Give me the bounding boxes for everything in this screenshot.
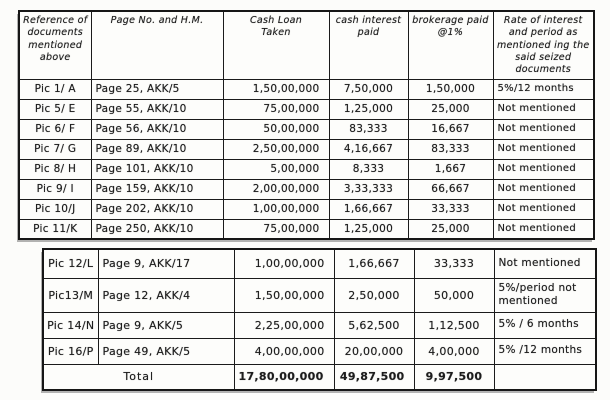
cell: Not mentioned (493, 159, 594, 179)
cell: 1,50,000 (408, 79, 493, 99)
cell: 83,333 (329, 119, 408, 139)
cell: Page 9, AKK/17 (98, 249, 234, 278)
cell: Pic 9/ I (19, 179, 91, 199)
cell: 5%/period not mentioned (494, 278, 596, 312)
cell: Pic13/M (43, 278, 98, 312)
cell: 2,50,00,000 (223, 139, 329, 159)
total-label: Total (43, 364, 234, 390)
cell: Not mentioned (493, 219, 594, 239)
cell: Pic 11/K (19, 219, 91, 239)
total-interest: 49,87,500 (334, 364, 414, 390)
cell: 2,25,00,000 (234, 312, 334, 338)
cell: 4,00,00,000 (234, 338, 334, 364)
cell: 75,00,000 (223, 99, 329, 119)
column-header: Page No. and H.M. (91, 11, 223, 79)
cell: 16,667 (408, 119, 493, 139)
cell: Pic 10/J (19, 199, 91, 219)
cell: 25,000 (408, 219, 493, 239)
cell: 2,00,00,000 (223, 179, 329, 199)
header-row (19, 11, 594, 79)
cell: 1,00,00,000 (223, 199, 329, 219)
cell: Not mentioned (493, 99, 594, 119)
cell: 1,12,500 (414, 312, 494, 338)
total-rate-empty (494, 364, 596, 390)
table-row (19, 119, 594, 139)
table-row (19, 179, 594, 199)
cell: 75,00,000 (223, 219, 329, 239)
column-header: Cash Loan Taken (223, 11, 329, 79)
column-header: Rate of interest and period as mentioned ing the said seized documents (493, 11, 594, 79)
cell: 1,66,667 (334, 249, 414, 278)
cell: 33,333 (414, 249, 494, 278)
cell: Not mentioned (493, 179, 594, 199)
cell: 50,00,000 (223, 119, 329, 139)
loan-table-lower (42, 248, 597, 391)
cell: 5,62,500 (334, 312, 414, 338)
total-brokerage: 9,97,500 (414, 364, 494, 390)
cell: 66,667 (408, 179, 493, 199)
cell: Page 56, AKK/10 (91, 119, 223, 139)
cell: Not mentioned (493, 139, 594, 159)
total-cash-loan: 17,80,00,000 (234, 364, 334, 390)
cell: Not mentioned (494, 249, 596, 278)
column-header: Reference of documents mentioned above (19, 11, 91, 79)
cell: Not mentioned (493, 199, 594, 219)
cell: 3,33,333 (329, 179, 408, 199)
cell: 1,66,667 (329, 199, 408, 219)
cell: 5,00,000 (223, 159, 329, 179)
cell: Not mentioned (493, 119, 594, 139)
cell: Pic 8/ H (19, 159, 91, 179)
cell: Page 101, AKK/10 (91, 159, 223, 179)
cell: 8,333 (329, 159, 408, 179)
cell: Pic 16/P (43, 338, 98, 364)
cell: Pic 14/N (43, 312, 98, 338)
cell: 2,50,000 (334, 278, 414, 312)
cell: 1,50,00,000 (223, 79, 329, 99)
cell: Page 159, AKK/10 (91, 179, 223, 199)
table-row (19, 219, 594, 239)
table-row (19, 79, 594, 99)
table-row (43, 312, 596, 338)
cell: 5%/12 months (493, 79, 594, 99)
cell: Page 25, AKK/5 (91, 79, 223, 99)
cell: Page 55, AKK/10 (91, 99, 223, 119)
cell: Page 49, AKK/5 (98, 338, 234, 364)
cell: 1,25,000 (329, 219, 408, 239)
cell: Pic 12/L (43, 249, 98, 278)
loan-table-upper (18, 10, 595, 240)
cell: Pic 6/ F (19, 119, 91, 139)
column-header: cash interest paid (329, 11, 408, 79)
table-row (19, 199, 594, 219)
cell: Pic 5/ E (19, 99, 91, 119)
cell: 33,333 (408, 199, 493, 219)
cell: 20,00,000 (334, 338, 414, 364)
cell: 1,50,00,000 (234, 278, 334, 312)
total-row (43, 364, 596, 390)
table-row (43, 278, 596, 312)
cell: 83,333 (408, 139, 493, 159)
cell: 50,000 (414, 278, 494, 312)
table-row (43, 338, 596, 364)
table-row (19, 99, 594, 119)
table-row (19, 139, 594, 159)
cell: Pic 1/ A (19, 79, 91, 99)
cell: 1,667 (408, 159, 493, 179)
cell: Pic 7/ G (19, 139, 91, 159)
cell: 4,16,667 (329, 139, 408, 159)
cell: Page 12, AKK/4 (98, 278, 234, 312)
cell: 5% /12 months (494, 338, 596, 364)
cell: Page 89, AKK/10 (91, 139, 223, 159)
cell: 25,000 (408, 99, 493, 119)
cell: 4,00,000 (414, 338, 494, 364)
cell: 5% / 6 months (494, 312, 596, 338)
cell: Page 202, AKK/10 (91, 199, 223, 219)
cell: 1,25,000 (329, 99, 408, 119)
table-row (43, 249, 596, 278)
cell: Page 250, AKK/10 (91, 219, 223, 239)
cell: Page 9, AKK/5 (98, 312, 234, 338)
table-row (19, 159, 594, 179)
column-header: brokerage paid @1% (408, 11, 493, 79)
cell: 1,00,00,000 (234, 249, 334, 278)
cell: 7,50,000 (329, 79, 408, 99)
